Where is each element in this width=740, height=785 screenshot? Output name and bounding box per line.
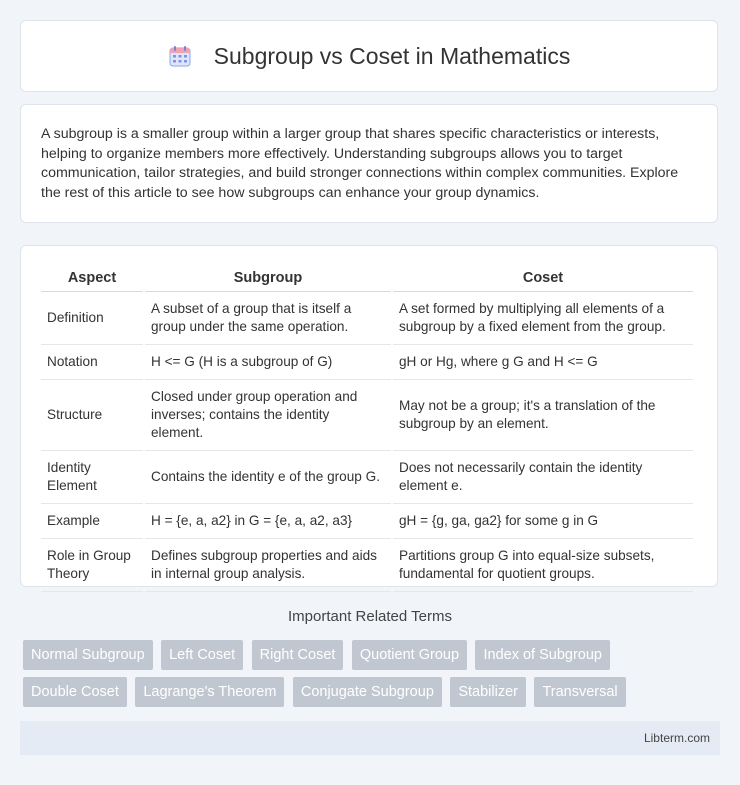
table-cell: Does not necessarily contain the identity element e. <box>393 451 693 504</box>
table-cell: Example <box>41 504 143 539</box>
table-cell: Partitions group G into equal-size subsets, fundamental for quotient groups. <box>393 539 693 592</box>
related-term-tag[interactable]: Transversal <box>534 677 625 707</box>
table-row <box>41 504 693 539</box>
column-header: Aspect <box>41 264 143 292</box>
related-term-tag[interactable]: Quotient Group <box>352 640 467 670</box>
column-header: Coset <box>393 264 693 292</box>
related-term-tag[interactable]: Left Coset <box>161 640 243 670</box>
footer <box>20 721 720 755</box>
table-row <box>41 345 693 380</box>
related-term-tag[interactable]: Double Coset <box>23 677 127 707</box>
related-terms-list <box>23 640 723 714</box>
related-term-tag[interactable]: Conjugate Subgroup <box>293 677 442 707</box>
table-cell: Closed under group operation and inverses; contains the identity element. <box>145 380 391 451</box>
table-cell: Notation <box>41 345 143 380</box>
related-term-tag[interactable]: Stabilizer <box>450 677 526 707</box>
table-header-row <box>41 264 693 292</box>
related-terms-title: Important Related Terms <box>288 608 452 625</box>
comparison-table <box>39 264 695 592</box>
related-term-tag[interactable]: Lagrange's Theorem <box>135 677 284 707</box>
table-cell: Contains the identity e of the group G. <box>145 451 391 504</box>
table-cell: H <= G (H is a subgroup of G) <box>145 345 391 380</box>
table-cell: Definition <box>41 292 143 345</box>
related-term-tag[interactable]: Normal Subgroup <box>23 640 153 670</box>
related-term-tag[interactable]: Right Coset <box>252 640 344 670</box>
intro-text: A subgroup is a smaller group within a larger group that shares specific characteristics or interests, helping to organize members more effectively. Understanding subgroups allows you to target communication, tailor strategies, and build stronger connections within complex communities. Explore the rest of this article to see how subgroups can enhance your group dynamics. <box>41 126 679 201</box>
footer-site-link[interactable]: Libterm.com <box>643 731 710 745</box>
related-term-tag[interactable]: Index of Subgroup <box>475 640 610 670</box>
comparison-table-card <box>20 245 718 587</box>
table-cell: H = {e, a, a2} in G = {e, a, a2, a3} <box>145 504 391 539</box>
header-card <box>20 20 718 92</box>
table-cell: Identity Element <box>41 451 143 504</box>
intro-card <box>20 104 718 223</box>
table-cell: A set formed by multiplying all elements of a subgroup by a fixed element from the group. <box>393 292 693 345</box>
table-row <box>41 451 693 504</box>
table-cell: gH or Hg, where g G and H <= G <box>393 345 693 380</box>
table-cell: May not be a group; it's a translation of the subgroup by an element. <box>393 380 693 451</box>
table-row <box>41 380 693 451</box>
table-cell: Structure <box>41 380 143 451</box>
table-row <box>41 292 693 345</box>
table-row <box>41 539 693 592</box>
calendar-icon <box>168 44 192 68</box>
table-cell: gH = {g, ga, ga2} for some g in G <box>393 504 693 539</box>
table-cell: Role in Group Theory <box>41 539 143 592</box>
page-title: Subgroup vs Coset in Mathematics <box>213 42 571 69</box>
table-cell: A subset of a group that is itself a group under the same operation. <box>145 292 391 345</box>
table-cell: Defines subgroup properties and aids in internal group analysis. <box>145 539 391 592</box>
column-header: Subgroup <box>145 264 391 292</box>
